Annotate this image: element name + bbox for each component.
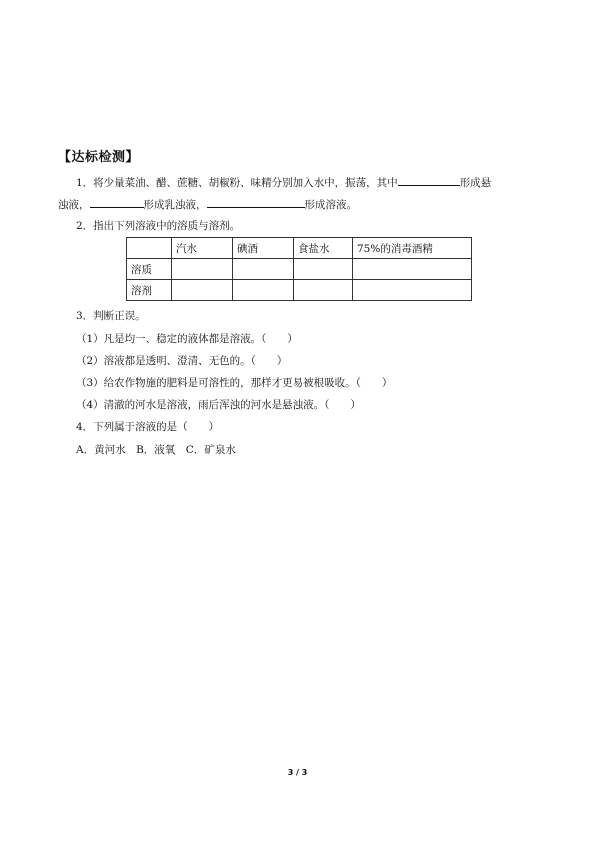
question-4-prompt: 4．下列属于溶液的是（ ） [76, 421, 220, 433]
answer-cell[interactable] [233, 280, 294, 301]
question-1-text-a: 1．将少量菜油、醋、蔗糖、胡椒粉、味精分别加入水中，振荡，其中 [76, 177, 398, 189]
table-header-cell: 75%的消毒酒精 [353, 238, 472, 259]
question-3-prompt: 3．判断正误。 [76, 310, 146, 322]
answer-blank-suspension[interactable] [398, 174, 460, 186]
answer-blank-emulsion[interactable] [90, 196, 144, 208]
table-header-cell: 碘酒 [233, 238, 294, 259]
question-2-prompt: 2．指出下列溶液中的溶质与溶剂。 [76, 220, 241, 232]
solute-solvent-table [126, 237, 472, 301]
table-header-cell [127, 238, 172, 259]
answer-cell[interactable] [353, 259, 472, 280]
question-1-line-1 [76, 174, 491, 190]
true-false-item: （3）给农作物施的肥料是可溶性的，那样才更易被根吸收。（ ） [76, 377, 393, 389]
section-title: 【达标检测】 [58, 150, 140, 165]
question-1-line-2 [58, 196, 357, 212]
true-false-item: （4）清澈的河水是溶液，雨后浑浊的河水是悬浊液。（ ） [76, 399, 361, 411]
answer-blank-solution[interactable] [207, 196, 305, 208]
answer-cell[interactable] [294, 259, 353, 280]
answer-cell[interactable] [172, 259, 233, 280]
answer-cell[interactable] [294, 280, 353, 301]
table-row [127, 259, 472, 280]
table-row-label: 溶质 [127, 259, 172, 280]
question-1-text-e: 形成溶液。 [304, 199, 357, 211]
table-header-cell: 食盐水 [294, 238, 353, 259]
table-row [127, 280, 472, 301]
table-header-cell: 汽水 [172, 238, 233, 259]
table-row-label: 溶剂 [127, 280, 172, 301]
question-1-text-c: 浊液， [58, 199, 90, 211]
table-header-row [127, 238, 472, 259]
answer-cell[interactable] [172, 280, 233, 301]
question-1-text-b: 形成悬 [459, 177, 492, 189]
question-1-text-d: 形成乳浊液， [143, 199, 207, 211]
true-false-item: （2）溶液都是透明、澄清、无色的。（ ） [76, 355, 288, 367]
true-false-item: （1）凡是均一、稳定的液体都是溶液。（ ） [76, 333, 298, 345]
question-4-options: A．黄河水 B．液氧 C．矿泉水 [76, 444, 236, 456]
answer-cell[interactable] [353, 280, 472, 301]
answer-cell[interactable] [233, 259, 294, 280]
page-number: 3 / 3 [287, 768, 308, 777]
